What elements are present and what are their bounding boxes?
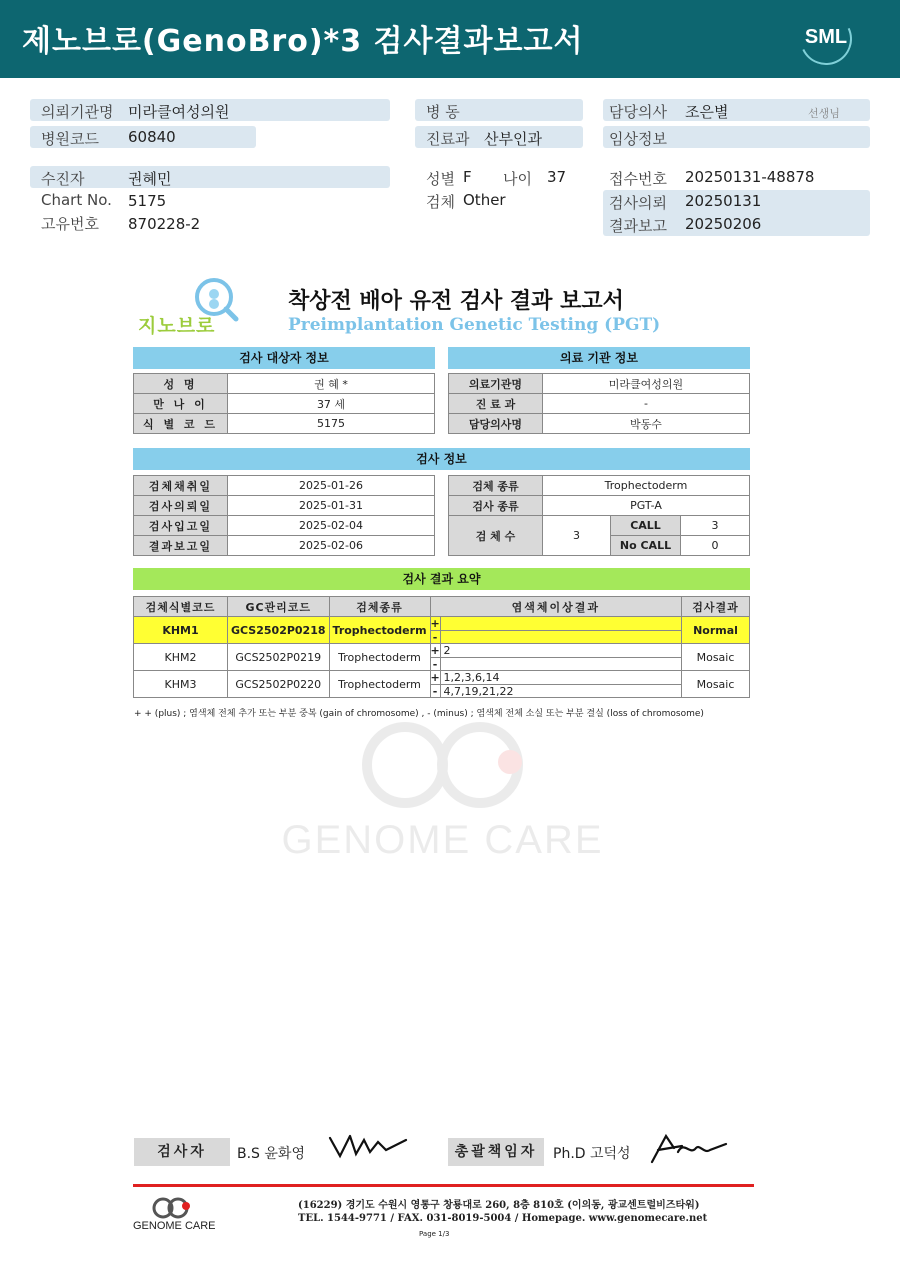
minus-sign: -: [431, 658, 441, 670]
table-row: [134, 536, 435, 556]
institution-row-value: -: [543, 394, 750, 414]
minus-sign: -: [431, 685, 441, 697]
request-label: 검사의뢰: [609, 194, 667, 212]
test-type-value: PGT-A: [543, 496, 750, 516]
hospital-code-label: 병원코드: [41, 130, 99, 148]
result-type: Trophectoderm: [329, 617, 430, 644]
table-row: [134, 617, 750, 644]
result-outcome: Mosaic: [682, 671, 750, 698]
subject-value: 권 혜 *: [228, 374, 435, 394]
institution-section-header: 의료 기관 정보: [448, 347, 750, 369]
tester-label: 검사자: [134, 1138, 230, 1166]
sml-logo: [800, 13, 852, 65]
table-row: [134, 516, 435, 536]
minus-value: [441, 631, 681, 643]
footer-logo: [133, 1196, 223, 1236]
test-date-value: 2025-01-31: [228, 496, 435, 516]
table-row: [134, 476, 435, 496]
result-abnormality: [430, 644, 681, 671]
director-name: Ph.D 고덕성: [553, 1146, 631, 1162]
test-date-value: 2025-02-06: [228, 536, 435, 556]
test-date-value: 2025-02-04: [228, 516, 435, 536]
genobro-logo-text: 지노브로: [138, 315, 216, 337]
report-date-value: 20250206: [685, 215, 762, 233]
doctor-label: 담당의사: [609, 103, 667, 121]
page-number: Page 1/3: [419, 1230, 450, 1238]
report-title: 착상전 배아 유전 검사 결과 보고서: [288, 289, 624, 314]
nocall-value: 0: [681, 536, 750, 556]
subject-label: 만 나 이: [134, 394, 228, 414]
tester-name: B.S 윤화영: [237, 1146, 305, 1162]
director-signature-icon: [648, 1130, 728, 1166]
minus-sign: -: [431, 631, 441, 643]
sex-value: F: [463, 168, 472, 186]
result-header-row: [134, 597, 750, 617]
test-date-label: 검사입고일: [134, 516, 228, 536]
institution-row-value: 박동수: [543, 414, 750, 434]
result-abnormality: [430, 671, 681, 698]
ward-label: 병 동: [426, 103, 460, 121]
table-row: [449, 414, 750, 434]
minus-value: 4,7,19,21,22: [443, 685, 514, 698]
test-date-label: 검사의뢰일: [134, 496, 228, 516]
test-section-header: 검사 정보: [133, 448, 750, 470]
specimen-info-table: [448, 475, 750, 556]
unique-value: 870228-2: [128, 215, 201, 233]
genome-care-logo-icon: [133, 1196, 193, 1220]
test-dates-table: [133, 475, 435, 556]
result-id: KHM3: [134, 671, 228, 698]
result-id: KHM2: [134, 644, 228, 671]
footer-contact: TEL. 1544-9771 / FAX. 031-8019-5004 / Homepage. www.genomecare.net: [298, 1213, 708, 1224]
subject-table: [133, 373, 435, 434]
watermark-text: GENOME CARE: [281, 818, 604, 862]
institution-row-label: 담당의사명: [449, 414, 543, 434]
chart-value: 5175: [128, 192, 167, 210]
test-type-label: 검사 종류: [449, 496, 543, 516]
table-row: [134, 644, 750, 671]
watermark: [270, 720, 615, 860]
tester-signature-icon: [328, 1132, 408, 1164]
institution-label: 의뢰기관명: [41, 103, 114, 121]
specimen-count-value: 3: [543, 516, 611, 556]
legend-note: + + (plus) ; 염색체 전체 추가 또는 부분 중복 (gain of chromosome) , - (minus) ; 염색체 전체 소실 또는 부분 결실 (loss of chromosome): [134, 709, 704, 719]
footer-divider: [133, 1184, 754, 1187]
table-row: [449, 374, 750, 394]
plus-value: 1,2,3,6,14: [443, 671, 500, 684]
subject-section-header: 검사 대상자 정보: [133, 347, 435, 369]
examinee-value: 권혜민: [128, 170, 172, 188]
footer-address: (16229) 경기도 수원시 영통구 창룡대로 260, 8층 810호 (이의동, 광교센트럴비즈타워): [298, 1200, 700, 1211]
department-label: 진료과: [426, 130, 470, 148]
plus-sign: +: [430, 671, 440, 684]
examinee-label: 수진자: [41, 170, 85, 188]
table-row: [449, 476, 750, 496]
institution-value: 미라클여성의원: [128, 103, 230, 121]
result-type: Trophectoderm: [329, 671, 430, 698]
table-row: [134, 414, 435, 434]
result-outcome: Normal: [682, 617, 750, 644]
genobro-logo: [138, 277, 248, 337]
table-row: [449, 516, 750, 536]
age-value: 37: [547, 168, 567, 186]
subject-value: 37 세: [228, 394, 435, 414]
result-header: GC관리코드: [228, 597, 330, 617]
specimen-type-value: Trophectoderm: [543, 476, 750, 496]
page-title: 제노브로(GenoBro)*3 검사결과보고서: [22, 24, 584, 59]
institution-row-label: 의료기관명: [449, 374, 543, 394]
department-value: 산부인과: [484, 130, 542, 148]
clinical-label: 임상정보: [609, 130, 667, 148]
specimen-value: Other: [463, 191, 506, 209]
plus-sign: +: [430, 644, 440, 657]
subject-label: 식 별 코 드: [134, 414, 228, 434]
specimen-count-label: 검 체 수: [449, 516, 543, 556]
footer-logo-text: GENOME CARE: [133, 1220, 216, 1232]
sex-label: 성별: [426, 170, 455, 188]
test-date-label: 검체채취일: [134, 476, 228, 496]
result-header: 검체종류: [329, 597, 430, 617]
director-label: 총괄책임자: [448, 1138, 544, 1166]
report-subtitle: Preimplantation Genetic Testing (PGT): [288, 315, 661, 335]
plus-value: [441, 617, 681, 630]
unique-label: 고유번호: [41, 215, 99, 233]
table-row: [134, 374, 435, 394]
result-header: 검사결과: [682, 597, 750, 617]
specimen-label: 검체: [426, 193, 455, 211]
table-row: [449, 394, 750, 414]
result-outcome: Mosaic: [682, 644, 750, 671]
nocall-label: No CALL: [611, 536, 681, 556]
footer-address-block: [298, 1199, 707, 1225]
summary-section-header: 검사 결과 요약: [133, 568, 750, 590]
specimen-type-label: 검체 종류: [449, 476, 543, 496]
receipt-value: 20250131-48878: [685, 168, 815, 186]
table-row: [134, 496, 435, 516]
institution-table: [448, 373, 750, 434]
doctor-value: 조은별: [685, 103, 729, 121]
age-label: 나이: [503, 170, 532, 188]
report-header-bar: [0, 0, 900, 78]
institution-row-value: 미라클여성의원: [543, 374, 750, 394]
result-gc: GCS2502P0218: [228, 617, 330, 644]
request-value: 20250131: [685, 192, 762, 210]
test-date-label: 결과보고일: [134, 536, 228, 556]
table-row: [134, 394, 435, 414]
sml-logo-text: SML: [804, 26, 848, 48]
institution-row-label: 진 료 과: [449, 394, 543, 414]
test-date-value: 2025-01-26: [228, 476, 435, 496]
table-row: [449, 496, 750, 516]
plus-value: 2: [443, 644, 451, 657]
subject-value: 5175: [228, 414, 435, 434]
doctor-suffix: 선생님: [808, 107, 840, 120]
table-row: [134, 671, 750, 698]
result-abnormality: [430, 617, 681, 644]
genome-care-watermark-icon: [270, 720, 615, 820]
minus-value: [441, 658, 681, 670]
result-header: 검체식별코드: [134, 597, 228, 617]
subject-label: 성 명: [134, 374, 228, 394]
call-value: 3: [681, 516, 750, 536]
result-table: [133, 596, 750, 698]
receipt-label: 접수번호: [609, 170, 667, 188]
result-type: Trophectoderm: [329, 644, 430, 671]
result-header: 염색체이상결과: [430, 597, 681, 617]
result-gc: GCS2502P0220: [228, 671, 330, 698]
plus-sign: +: [430, 617, 440, 630]
result-gc: GCS2502P0219: [228, 644, 330, 671]
hospital-code-value: 60840: [128, 128, 176, 146]
call-label: CALL: [611, 516, 681, 536]
result-id: KHM1: [134, 617, 228, 644]
report-date-label: 결과보고: [609, 217, 667, 235]
chart-label: Chart No.: [41, 191, 112, 209]
